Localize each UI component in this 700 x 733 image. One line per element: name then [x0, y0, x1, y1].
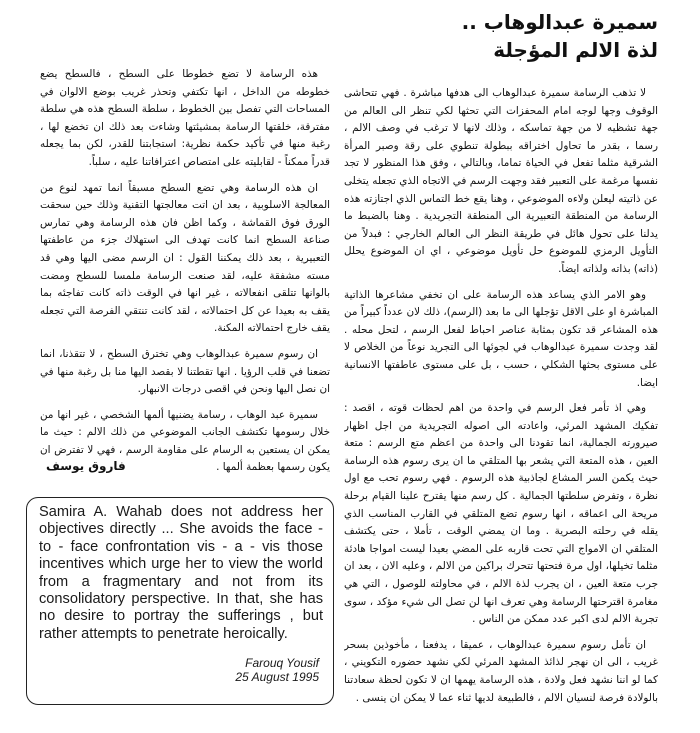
left-column-text	[40, 66, 330, 496]
article-title	[408, 8, 658, 64]
right-paragraph: وهي اذ تأمر فعل الرسم في واحدة من اهم لحظات قوته ، اقصد : تفكيك المشهد المرئي، واعادته الى اصوله التجريدية من اجل اظهار صيرورته الجمالية، انما تقودنا الى واحدة من اعظم متع الرسم : متعة العين ، هذه المتعة التي يشعر بها المتلقي ما ان يرى رسوم هذه الرسامة حيث يكمن السر المشاع لجاذبية هذه الرسوم . فهي رسوم تحب مع اول نظرة ، وتفرض سلطتها الجمالية . كل رسم منها يقترح علينا القيام برحلة مريحة الى اعماقه ، انها رسوم تضع المتلقي في القارب المناسب الذي يقله في رحلته البصرية . وما ان يمضي الوقت ، تأملا ، حتى يكتشف المتلقي ان الامواج التي تحت قاربه على المضي بعيدا ليست امواجا هادئة مثلما تخيلها، اول مرة فتحتها تتحرك براكين من الالم ، وعليه الان ، بعد ان جرب متعة العين ، ان يجرب لذة الالم ، في محاولته للوصول ، التي هي مغامرة اقترحتها الرسامة وهي تعرف انها لن تصل الى شيء مؤكد ، سوى تجربة الالم لدى اكبر عدد ممكن من الناس .	[344, 402, 658, 626]
left-paragraph: سميرة عبد الوهاب ، رسامة يضنيها ألمها الشخصي ، غير انها من خلال رسومها تكتشف الجانب الموضوعي من ذلك الالم : حيث ما يمكن ان يستعين به الرسام على مقاومة الرسم ، فهي لا تفترض ان يكون رسمها بعظمة ألمها .	[40, 408, 330, 474]
english-summary-box	[26, 497, 334, 705]
right-column-text	[344, 85, 658, 733]
right-paragraph: وهو الامر الذي يساعد هذه الرسامة على ان تخفي مشاعرها الذاتية المباشرة او على الاقل تؤجلها الى ما بعد (الرسم)، ذلك لان عدداً كبيراً من هذه المشاعر قد تكون بمثابة عناصر احباط لفعل الرسم ، لتحل محله . لقد وجدت سميرة عبدالوهاب في لجوئها الى التجريد نوعاً من الخلاص لا على مستوى بحثها الشكلي ، حسب ، بل على مستوى عاطفتها الانسانية ايضا.	[344, 288, 658, 389]
arabic-signature: فاروق يوسف	[46, 459, 126, 473]
left-paragraph: هذه الرسامة لا تضع خطوطا على السطح ، فالسطح يضع خطوطه من الداخل ، انها تكتفي وتحذر غريب بوضع الالوان في المساحات التي تفصل بين الخطوط ، سلطة السطح هذه هي سلطة مفترقة، خلقتها الرسامة بمشيئتها وشاءت بعد ذلك ان تخضع لها ، رغبة منها في تأكيد حكمة نظرية: استجابتنا للقدر، لكن بما يجعله قدراً ممكناً - لقابليته على امتصاص اعترافاتنا عليه ، سلباً.	[40, 68, 330, 168]
author-name: Farouq Yousif	[245, 656, 319, 670]
right-paragraph: لا تذهب الرسامة سميرة عبدالوهاب الى هدفها مباشرة . فهي تتحاشى الوقوف وجها لوجه امام المحفزات التي تحثها لكي تنظر الى العالم من جهة تشظيه لا من جهة تماسكه ، وذلك لانها لا ترغب في وصف الالم ، رسما ، بقدر ما تحاول اختراقه ببطولة تنطوي على رقة وصبر المرأة الشرقية مثلما تفعل في الحياة تماما، وبالتالي ، وفق هذا المنظور لا تجد نفسها مرغمة على التعبير فقد وجهت الرسم في الاتجاه الذي تجعله يتخلى عن ذاتيته ليعلن ولاءه الموضوعي ، وهنا يقع خط التماس الذي اجتازته هذه الرسامة من المنطقة التعبيرية الى المنطقة التجريدية . وهنا بالضبط ما يدلنا على تحول هائل في طريقة النظر الى العالم الخارجي : فبدلاً من التأويل الرمزي للموضوع حل تأويل موضوعي ، اي ان الموضوع يحلل (ذاته) بذاته ولذاته ايضاً.	[344, 87, 658, 275]
english-quote: Samira A. Wahab does not address her objectives directly ... She avoids the face - to - face confrontation vis - a - vis those incentives which urge her to view the world from a fragmentary and not from its consolidatory perspective. In that, she has no desire to portray the sufferings , but rather attempts to penetrate heroically.	[39, 504, 323, 642]
english-byline	[235, 656, 319, 684]
author-date: 25 August 1995	[235, 670, 319, 684]
title-line-2: لذة الالم المؤجلة	[493, 38, 658, 62]
left-paragraph: ان هذه الرسامة وهي تضع السطح مسبقاً انما تمهد لنوع من المعالجة الاسلوبية ، بعد ان اتت معالجتها التقنية وذلك حين سحقت الورق فوق القماشة ، وكما اظن فان هذه الرسامة وهي تمارس صناعة السطح انما كانت تهدف الى استهلاك جزء من عاطفتها التعبيرية ، بعد ذلك يمكننا القول : ان الرسم مضى اليها وهي قد مسته مشفقة عليه، لقد صنعت الرسامة ملمسا للسطح ومضت بالوانها تتلقى انفعالاته ، غير انها في الوقت ذاته كانت تفاجئه بما يقف به بعيدا عن كل احتمالاته ، لقد كانت تنتقي الفرصة التي تجعله يقف خارج احتمالاته المكنة.	[40, 181, 330, 335]
right-paragraph: ان تأمل رسوم سميرة عبدالوهاب ، عميقا ، يدفعنا ، مأخوذين بسحر غريب ، الى ان نهجر لذائذ المشهد المرئي لكي نشهد حضوره التكويني ، كما لو اننا نشهد فعل ولادة ، هذه الرسامة يهمها ان لا تكون لحظة سعادتنا بالولادة فرصة لنسيان الالم ، فالطبيعة لديها ثناء عما لا يمكن ان ينسى .	[344, 638, 658, 704]
left-paragraph: ان رسوم سميرة عبدالوهاب وهي تخترق السطح ، لا تتقذنا، انما تضعنا في قلب الرؤيا . انها تقطتنا لا بقصد اليها منا بل رغبة منها في ان نصل اليها ونحن في اقصى درجات الانبهار.	[40, 347, 330, 396]
title-line-1: سميرة عبدالوهاب ..	[461, 10, 658, 34]
